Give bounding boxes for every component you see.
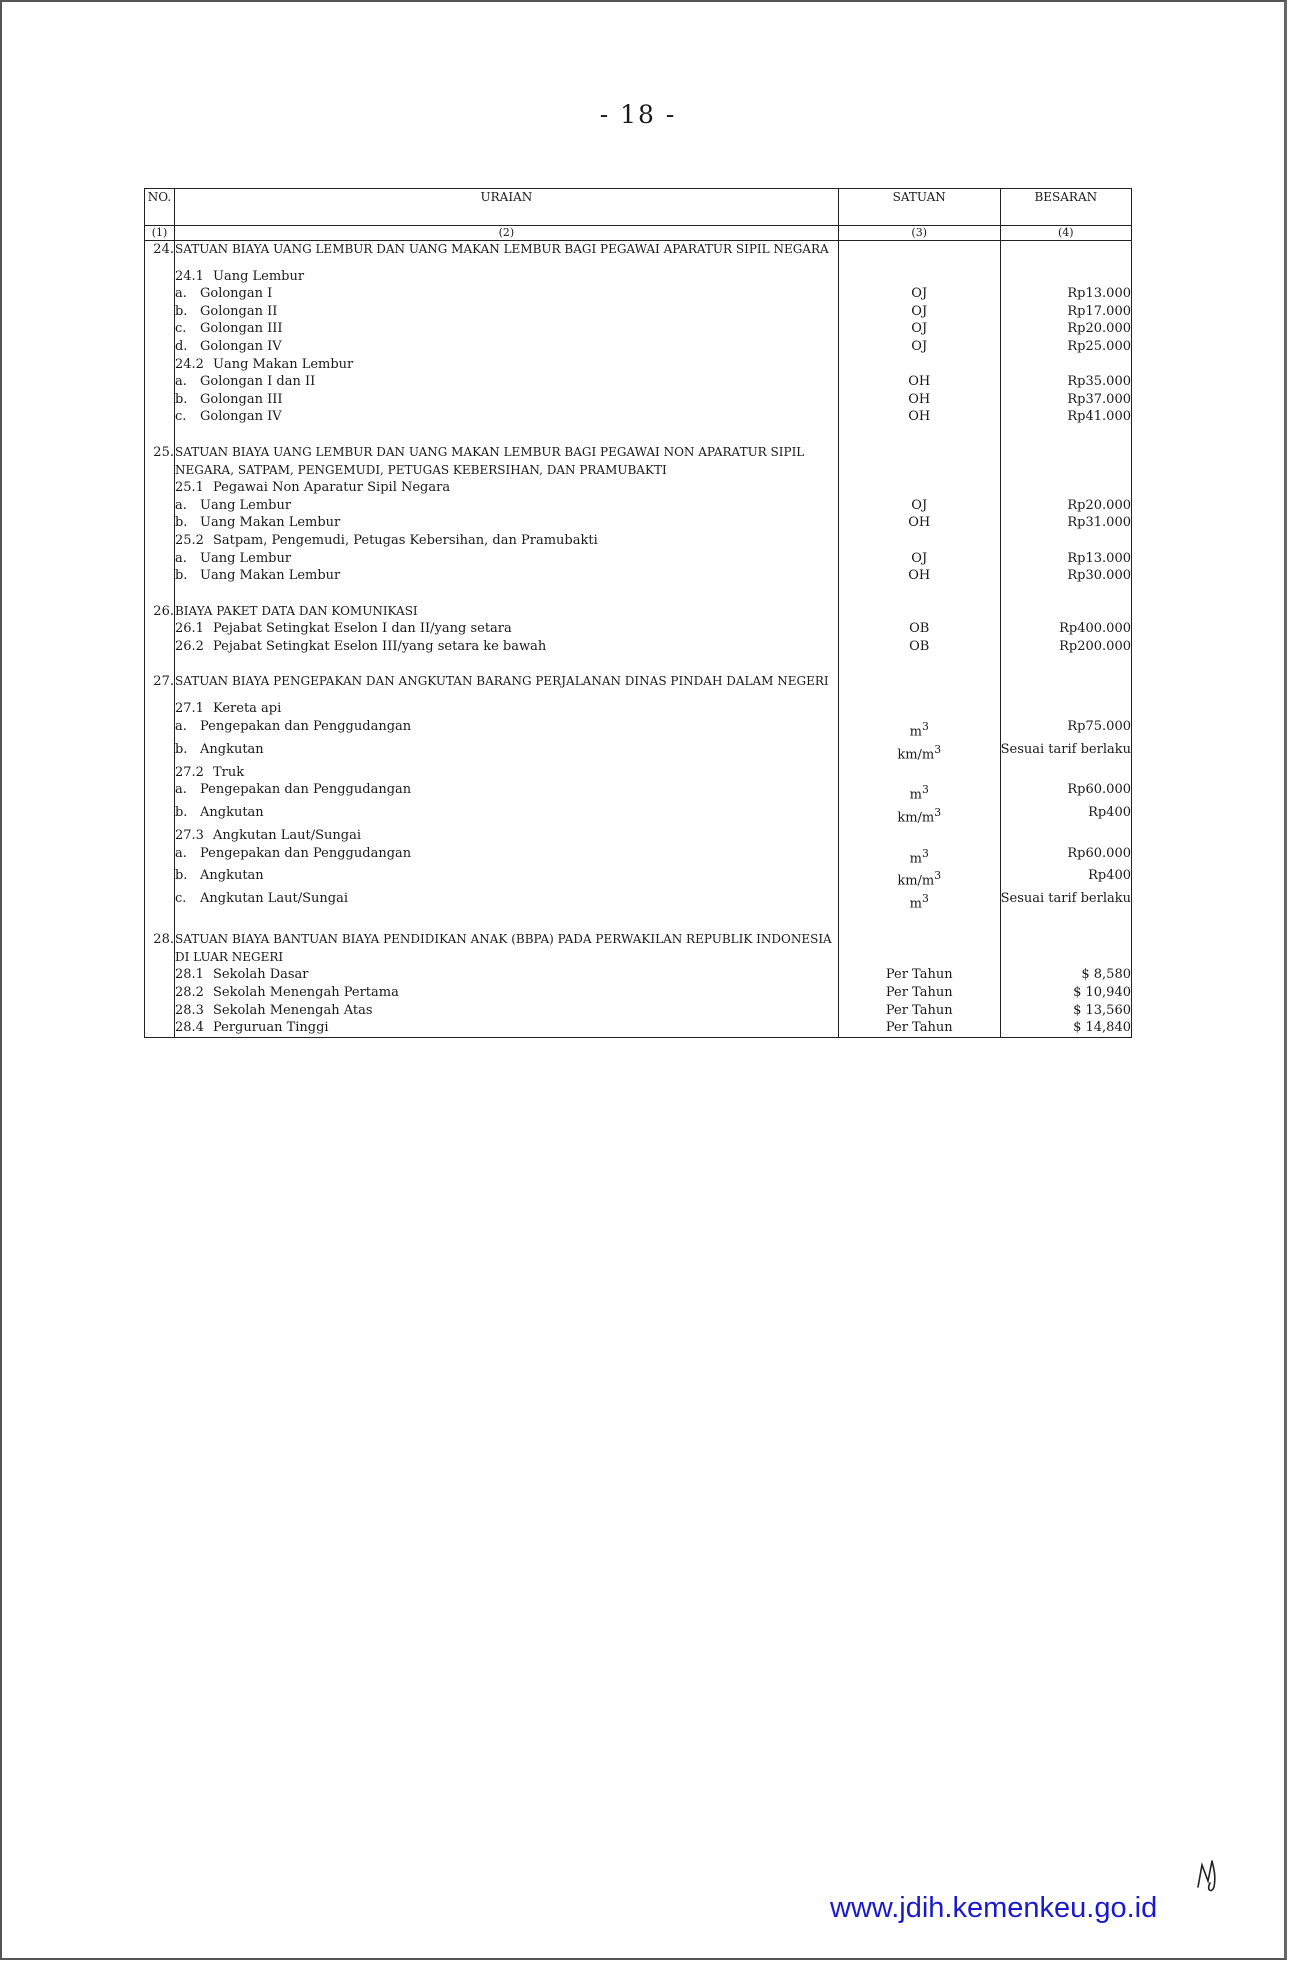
- item-besaran: Rp17.000: [1000, 303, 1131, 321]
- item-satuan: $km/m^3$: [838, 804, 1000, 827]
- item-row: [145, 320, 1132, 338]
- item-besaran: $ 13,560: [1000, 1002, 1131, 1020]
- section-row: [145, 603, 1132, 621]
- subsection-code: 24.1: [174, 268, 204, 284]
- item-besaran: Rp400: [1000, 804, 1131, 827]
- item-besaran: Rp37.000: [1000, 391, 1131, 409]
- header-uraian: URAIAN: [174, 189, 838, 226]
- item-code: b.: [174, 515, 188, 531]
- header-satuan: SATUAN: [838, 189, 1000, 226]
- item-satuan: $m^3$: [838, 718, 1000, 741]
- item-label: Pengepakan dan Penggudangan: [199, 845, 412, 861]
- item-besaran: Rp400.000: [1000, 620, 1131, 638]
- section-number: 24.: [145, 241, 175, 259]
- section-number: 28.: [145, 931, 175, 966]
- item-label: Angkutan Laut/Sungai: [199, 891, 349, 907]
- item-satuan: OH: [838, 514, 1000, 532]
- header-no: NO.: [145, 189, 175, 226]
- subsection-code: 25.1: [174, 480, 204, 496]
- item-satuan: OB: [838, 638, 1000, 656]
- item-satuan: Per Tahun: [838, 1002, 1000, 1020]
- item-label: Uang Makan Lembur: [199, 568, 341, 584]
- item-code: 28.1: [174, 967, 204, 983]
- item-row: [145, 741, 1132, 764]
- item-code: c.: [174, 891, 187, 907]
- section-title: SATUAN BIAYA PENGEPAKAN DAN ANGKUTAN BARANG PERJALANAN DINAS PINDAH DALAM NEGERI: [174, 673, 838, 691]
- col-number-1: (1): [145, 226, 175, 241]
- subsection-row: [145, 356, 1132, 374]
- item-code: c.: [174, 321, 187, 337]
- item-code: b.: [174, 805, 188, 821]
- section-title: SATUAN BIAYA UANG LEMBUR DAN UANG MAKAN LEMBUR BAGI PEGAWAI APARATUR SIPIL NEGARA: [174, 241, 838, 259]
- item-besaran: Rp25.000: [1000, 338, 1131, 356]
- item-row: [145, 804, 1132, 827]
- item-row: [145, 338, 1132, 356]
- item-label: Pengepakan dan Penggudangan: [199, 718, 412, 734]
- item-besaran: Rp60.000: [1000, 845, 1131, 868]
- section-title-line: SATUAN BIAYA BANTUAN BIAYA PENDIDIKAN ANAK (BBPA) PADA PERWAKILAN REPUBLIK INDONESIA: [174, 932, 832, 947]
- section-number: 26.: [145, 603, 175, 621]
- item-satuan: OJ: [838, 497, 1000, 515]
- item-row: [145, 1019, 1132, 1037]
- subsection-row: [145, 532, 1132, 550]
- subsection-label: Angkutan Laut/Sungai: [212, 827, 362, 843]
- section-number: 27.: [145, 673, 175, 691]
- item-besaran: Rp75.000: [1000, 718, 1131, 741]
- subsection-row: [145, 700, 1132, 718]
- item-code: a.: [174, 845, 187, 861]
- item-row: [145, 781, 1132, 804]
- item-row: [145, 718, 1132, 741]
- section-title-line: NEGARA, SATPAM, PENGEMUDI, PETUGAS KEBERSIHAN, DAN PRAMUBAKTI: [174, 462, 667, 477]
- item-row: [145, 497, 1132, 515]
- header-besaran: BESARAN: [1000, 189, 1131, 226]
- item-besaran: Rp400: [1000, 867, 1131, 890]
- item-code: b.: [174, 568, 188, 584]
- item-row: [145, 391, 1132, 409]
- item-row: [145, 867, 1132, 890]
- item-label: Golongan III: [199, 321, 283, 337]
- item-besaran: $ 8,580: [1000, 966, 1131, 984]
- item-label: Sekolah Dasar: [212, 967, 309, 983]
- item-code: a.: [174, 286, 187, 302]
- item-besaran: Rp60.000: [1000, 781, 1131, 804]
- item-label: Golongan I dan II: [199, 374, 316, 390]
- item-label: Golongan II: [199, 303, 278, 319]
- column-number-row: [145, 226, 1132, 241]
- item-row: [145, 285, 1132, 303]
- item-satuan: $m^3$: [838, 845, 1000, 868]
- item-code: b.: [174, 741, 188, 757]
- subsection-code: 27.3: [174, 827, 204, 843]
- footer-url[interactable]: www.jdih.kemenkeu.go.id: [830, 1892, 1158, 1924]
- section-row: [145, 241, 1132, 259]
- item-satuan: OJ: [838, 285, 1000, 303]
- section-row: [145, 673, 1132, 691]
- item-code: a.: [174, 782, 187, 798]
- subsection-row: [145, 268, 1132, 286]
- col-number-4: (4): [1000, 226, 1131, 241]
- col-number-2: (2): [174, 226, 838, 241]
- item-besaran: Sesuai tarif berlaku: [1000, 741, 1131, 764]
- item-label: Pejabat Setingkat Eselon III/yang setara ke bawah: [212, 638, 547, 654]
- item-label: Angkutan: [199, 741, 264, 757]
- item-row: [145, 966, 1132, 984]
- item-code: b.: [174, 868, 188, 884]
- item-label: Golongan IV: [199, 409, 282, 425]
- item-row: [145, 638, 1132, 656]
- item-satuan: $m^3$: [838, 781, 1000, 804]
- section-title-line: DI LUAR NEGERI: [174, 949, 284, 964]
- subsection-label: Uang Lembur: [212, 268, 305, 284]
- item-satuan: Per Tahun: [838, 984, 1000, 1002]
- section-title-line: SATUAN BIAYA UANG LEMBUR DAN UANG MAKAN LEMBUR BAGI PEGAWAI NON APARATUR SIPIL: [174, 444, 805, 459]
- item-code: d.: [174, 338, 188, 354]
- item-satuan: $m^3$: [838, 890, 1000, 913]
- section-row: [145, 444, 1132, 479]
- item-label: Golongan IV: [199, 338, 282, 354]
- item-code: b.: [174, 391, 188, 407]
- subsection-label: Pegawai Non Aparatur Sipil Negara: [212, 480, 451, 496]
- item-row: [145, 373, 1132, 391]
- item-label: Uang Lembur: [199, 550, 292, 566]
- header-row: [145, 189, 1132, 226]
- item-row: [145, 845, 1132, 868]
- item-label: Angkutan: [199, 868, 264, 884]
- item-row: [145, 1002, 1132, 1020]
- item-besaran: Rp30.000: [1000, 567, 1131, 585]
- subsection-row: [145, 764, 1132, 782]
- subsection-label: Uang Makan Lembur: [212, 356, 354, 372]
- subsection-row: [145, 827, 1132, 845]
- item-code: a.: [174, 718, 187, 734]
- subsection-row: [145, 479, 1132, 497]
- item-row: [145, 567, 1132, 585]
- item-satuan: Per Tahun: [838, 966, 1000, 984]
- item-code: 28.3: [174, 1002, 204, 1018]
- item-satuan: OJ: [838, 338, 1000, 356]
- subsection-label: Satpam, Pengemudi, Petugas Kebersihan, dan Pramubakti: [212, 532, 598, 548]
- item-satuan: OJ: [838, 303, 1000, 321]
- item-besaran: $ 14,840: [1000, 1019, 1131, 1037]
- item-code: a.: [174, 497, 187, 513]
- item-satuan: OH: [838, 373, 1000, 391]
- item-label: Perguruan Tinggi: [212, 1020, 329, 1036]
- item-label: Sekolah Menengah Pertama: [212, 985, 399, 1001]
- item-satuan: OH: [838, 567, 1000, 585]
- item-label: Pejabat Setingkat Eselon I dan II/yang setara: [212, 621, 512, 637]
- item-code: 26.1: [174, 621, 204, 637]
- item-satuan: OH: [838, 408, 1000, 426]
- subsection-code: 27.2: [174, 764, 204, 780]
- subsection-label: Kereta api: [212, 701, 282, 717]
- item-row: [145, 303, 1132, 321]
- item-besaran: Rp13.000: [1000, 550, 1131, 568]
- section-title: BIAYA PAKET DATA DAN KOMUNIKASI: [174, 603, 838, 621]
- page-number: - 18 -: [599, 100, 677, 129]
- item-satuan: $km/m^3$: [838, 867, 1000, 890]
- item-code: a.: [174, 550, 187, 566]
- item-label: Angkutan: [199, 805, 264, 821]
- item-besaran: Rp20.000: [1000, 320, 1131, 338]
- subsection-code: 24.2: [174, 356, 204, 372]
- cost-standard-table: [144, 188, 1132, 1038]
- item-label: Golongan III: [199, 391, 283, 407]
- item-besaran: Rp20.000: [1000, 497, 1131, 515]
- paraf-signature: [1192, 1847, 1226, 1895]
- item-besaran: Rp200.000: [1000, 638, 1131, 656]
- item-satuan: Per Tahun: [838, 1019, 1000, 1037]
- subsection-code: 25.2: [174, 532, 204, 548]
- item-besaran: $ 10,940: [1000, 984, 1131, 1002]
- item-code: a.: [174, 374, 187, 390]
- item-besaran: Sesuai tarif berlaku: [1000, 890, 1131, 913]
- item-label: Golongan I: [199, 286, 273, 302]
- item-row: [145, 984, 1132, 1002]
- item-label: Pengepakan dan Penggudangan: [199, 782, 412, 798]
- col-number-3: (3): [838, 226, 1000, 241]
- item-code: 26.2: [174, 638, 204, 654]
- item-satuan: OJ: [838, 320, 1000, 338]
- item-satuan: $km/m^3$: [838, 741, 1000, 764]
- item-besaran: Rp35.000: [1000, 373, 1131, 391]
- subsection-code: 27.1: [174, 701, 204, 717]
- item-besaran: Rp41.000: [1000, 408, 1131, 426]
- item-row: [145, 620, 1132, 638]
- item-row: [145, 408, 1132, 426]
- section-row: [145, 931, 1132, 966]
- item-besaran: Rp31.000: [1000, 514, 1131, 532]
- item-row: [145, 514, 1132, 532]
- item-satuan: OH: [838, 391, 1000, 409]
- subsection-label: Truk: [212, 764, 245, 780]
- item-code: c.: [174, 409, 187, 425]
- item-satuan: OJ: [838, 550, 1000, 568]
- item-satuan: OB: [838, 620, 1000, 638]
- item-label: Sekolah Menengah Atas: [212, 1002, 373, 1018]
- item-row: [145, 890, 1132, 913]
- item-besaran: Rp13.000: [1000, 285, 1131, 303]
- item-label: Uang Lembur: [199, 497, 292, 513]
- item-row: [145, 550, 1132, 568]
- item-code: b.: [174, 303, 188, 319]
- item-code: 28.2: [174, 985, 204, 1001]
- item-label: Uang Makan Lembur: [199, 515, 341, 531]
- section-number: 25.: [145, 444, 175, 479]
- item-code: 28.4: [174, 1020, 204, 1036]
